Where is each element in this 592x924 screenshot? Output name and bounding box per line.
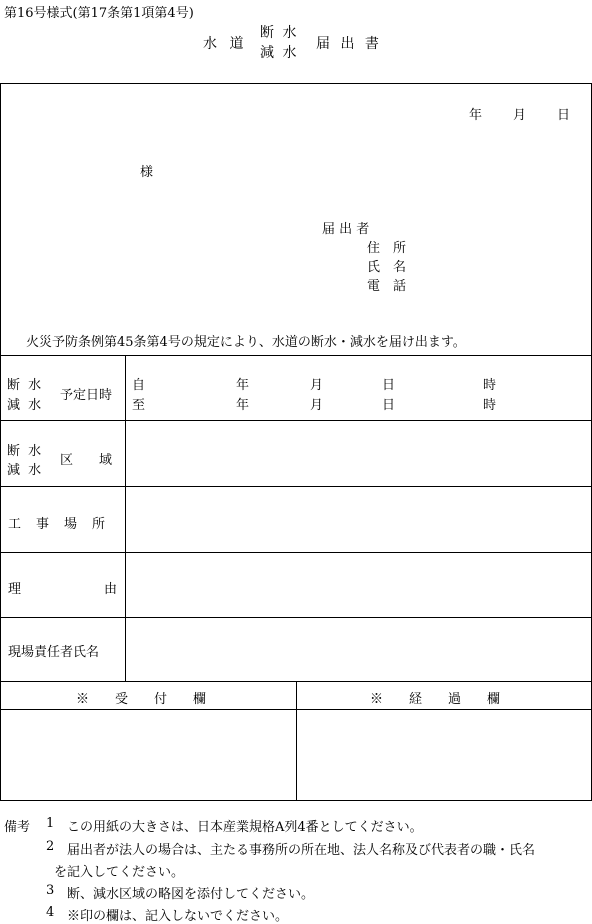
schedule-to-year: 年 [236,398,250,413]
note-num: 3 [46,883,55,898]
schedule-from-hour: 時 [483,378,497,393]
note-text: ※印の欄は、記入しないでください。 [67,909,289,924]
note-num: 1 [46,816,55,831]
reception-divider [296,681,297,801]
rule [0,617,592,618]
note-num: 4 [46,905,55,920]
schedule-from-month: 月 [310,378,324,393]
title-stack-top: 断 水 [260,25,299,41]
note-text-cont: を記入してください。 [54,865,185,880]
schedule-to: 至 [132,398,146,413]
addressee-suffix: 様 [140,165,154,180]
title-right: 届 出 書 [316,36,382,52]
area-label-top: 断 水 [7,444,44,459]
schedule-label-right: 予定日時 [60,388,113,403]
schedule-to-day: 日 [382,398,396,413]
note-text: この用紙の大きさは、日本産業規格A列4番としてください。 [67,820,423,835]
note-num: 2 [46,839,55,854]
schedule-to-hour: 時 [483,398,497,413]
applicant-address-label: 住 所 [367,241,407,256]
rule [0,355,592,356]
schedule-to-month: 月 [310,398,324,413]
schedule-label-top: 断 水 [7,378,44,393]
schedule-label-bottom: 減 水 [7,398,44,413]
note-text: 届出者が法人の場合は、主たる事務所の所在地、法人名称及び代表者の職・氏名 [67,843,536,858]
applicant-phone-label: 電 話 [367,279,407,294]
schedule-from: 自 [132,378,146,393]
progress-header: ※ 経 過 欄 [370,692,501,707]
schedule-from-year: 年 [236,378,250,393]
statement: 火災予防条例第45条第4号の規定により、水道の断水・減水を届け出ます。 [26,335,466,350]
rule [0,486,592,487]
schedule-from-day: 日 [382,378,396,393]
area-label-right: 区 域 [60,453,113,468]
reason-label-right: 由 [104,582,118,597]
label-column-divider [125,355,126,681]
date-day: 日 [557,108,571,123]
title-stack-bottom: 減 水 [260,45,299,61]
date-year: 年 [469,108,483,123]
notes-heading: 備考 [4,820,31,835]
date-month: 月 [513,108,527,123]
note-text: 断、減水区域の略図を添付してください。 [67,887,315,902]
reception-header: ※ 受 付 欄 [76,692,207,707]
applicant-name-label: 氏 名 [367,260,407,275]
form-number: 第16号様式(第17条第1項第4号) [4,6,194,21]
rule [0,552,592,553]
site-label: 工 事 場 所 [8,517,107,532]
title-left: 水 道 [203,36,248,52]
area-label-bottom: 減 水 [7,463,44,478]
supervisor-label: 現場責任者氏名 [8,645,100,660]
rule [0,420,592,421]
applicant-label: 届 出 者 [322,222,370,237]
reason-label-left: 理 [8,582,22,597]
